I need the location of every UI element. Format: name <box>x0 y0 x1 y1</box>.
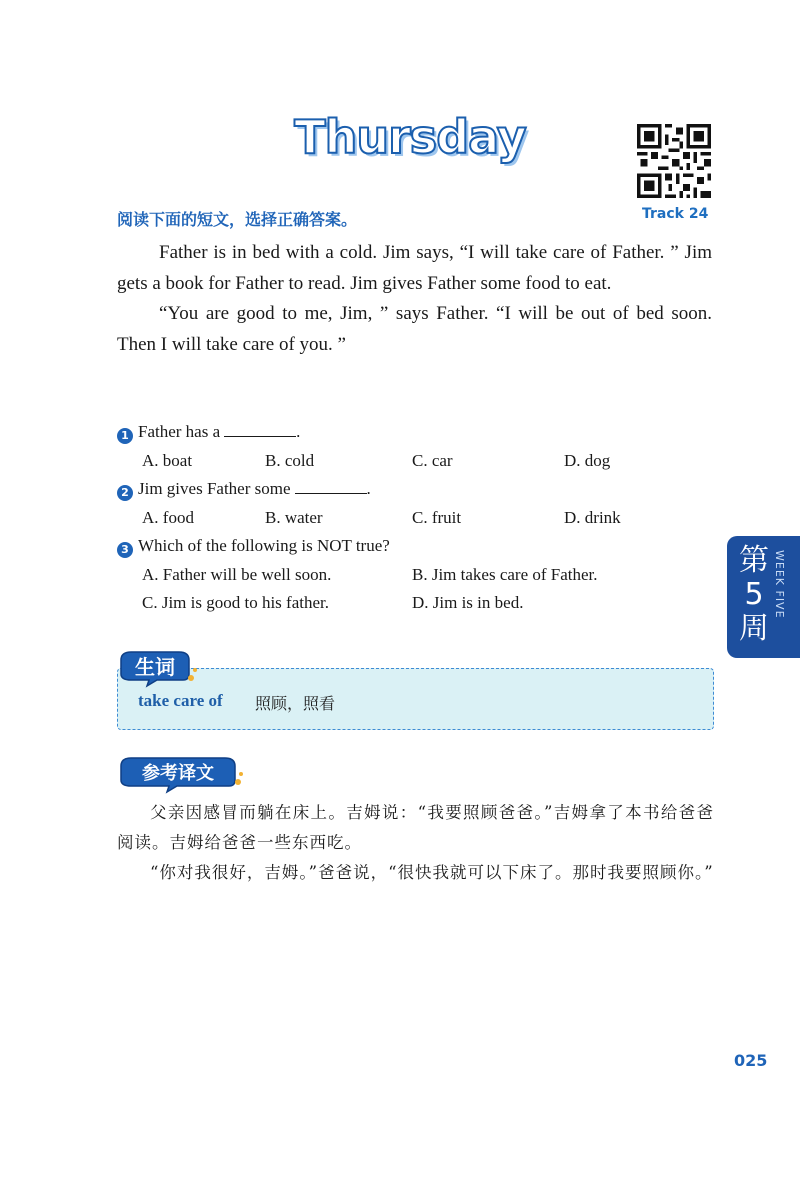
option-c[interactable]: C. Jim is good to his father. <box>142 593 329 612</box>
translation-paragraph: “你对我很好，吉姆。”爸爸说，“很快我就可以下床了。那时我要照顾你。” <box>150 863 714 882</box>
question-number: 3 <box>117 542 133 558</box>
question-text: Which of the following is NOT true? <box>138 536 390 555</box>
question-number: 2 <box>117 485 133 501</box>
option-b[interactable]: B. cold <box>265 450 315 470</box>
page-number: 025 <box>734 1051 768 1070</box>
answer-blank <box>224 421 296 437</box>
week-tab-english: WEEK FIVE <box>773 550 786 619</box>
question-2 <box>117 475 717 504</box>
question-text: Father has a <box>138 422 221 441</box>
answer-blank <box>295 478 367 494</box>
option-b[interactable]: B. Jim takes care of Father. <box>412 564 598 584</box>
vocabulary-term: take care of <box>138 691 223 710</box>
option-a[interactable]: A. boat <box>142 450 193 470</box>
reading-passage <box>117 238 712 360</box>
option-d[interactable]: D. Jim is in bed. <box>412 593 524 612</box>
translation-badge <box>117 754 245 794</box>
vocabulary-box <box>117 668 714 730</box>
option-a[interactable]: A. food <box>142 507 194 527</box>
option-b[interactable]: B. water <box>265 507 323 527</box>
question-number: 1 <box>117 428 133 444</box>
translation-paragraph: 父亲因感冒而躺在床上。吉姆说：“我要照顾爸爸。”吉姆拿了本书给爸爸阅读。吉姆给爸爸一些东西吃。 <box>117 803 714 852</box>
qr-code-icon[interactable] <box>637 124 711 198</box>
question-end: . <box>296 422 301 441</box>
passage-paragraph: “You are good to me, Jim, ” says Father. “I will be out of bed soon. Then I will take care of you. ” <box>117 303 712 355</box>
option-d[interactable]: D. dog <box>564 450 611 470</box>
instruction-heading: 阅读下面的短文，选择正确答案。 <box>117 210 358 229</box>
translation-text <box>117 798 714 888</box>
option-c[interactable]: C. fruit <box>412 507 462 527</box>
translation-heading: 参考译文 <box>142 763 214 784</box>
week-tab <box>727 536 800 658</box>
question-text: Jim gives Father some <box>138 479 291 498</box>
options-row <box>117 561 717 590</box>
week-tab-chinese: 第5周 <box>739 543 769 646</box>
option-d[interactable]: D. drink <box>564 507 621 527</box>
options-row <box>117 504 717 533</box>
question-1 <box>117 418 717 447</box>
passage-paragraph: Father is in bed with a cold. Jim says, “I will take care of Father. ” Jim gets a book for Father to read. Jim gives Father some food to eat. <box>117 242 712 294</box>
question-3 <box>117 532 717 561</box>
option-a[interactable]: A. Father will be well soon. <box>142 564 332 584</box>
option-c[interactable]: C. car <box>412 450 453 470</box>
question-list <box>117 418 717 618</box>
options-row <box>117 447 717 476</box>
vocabulary-badge <box>117 648 199 688</box>
vocabulary-heading: 生词 <box>135 655 175 679</box>
options-row <box>117 589 717 618</box>
vocabulary-definition: 照顾，照看 <box>255 694 336 713</box>
question-end: . <box>366 479 371 498</box>
track-label: Track 24 <box>642 206 709 222</box>
page-title: Thursday <box>294 110 526 164</box>
